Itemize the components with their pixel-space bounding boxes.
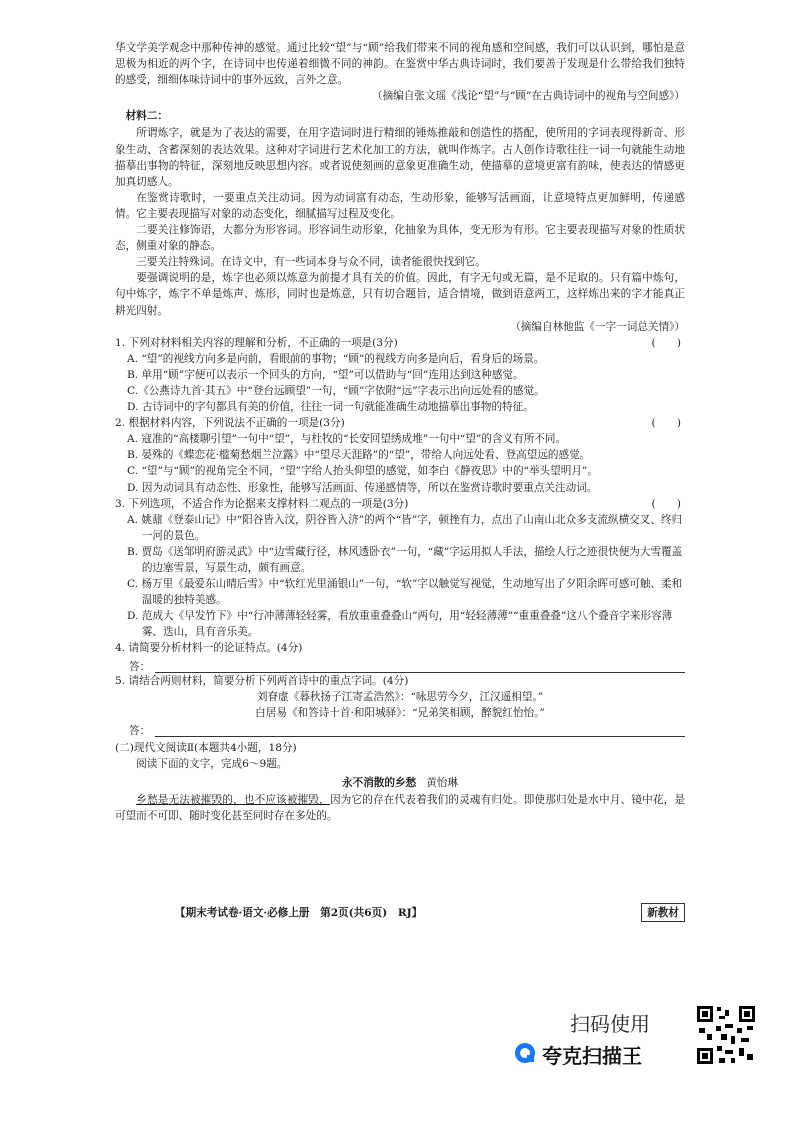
question-stem: 1. 下列对材料相关内容的理解和分析，不正确的一项是(3分) (115, 336, 398, 349)
option-a: A. 姚鼐《登泰山记》中“阳谷皆入汶，阴谷皆入济”的两个“皆”字，顿挫有力，点出了山南山北众多支流纵横交叉、终归一河的景色。 (127, 513, 683, 542)
poem-line: 刘眘虚《暮秋扬子江寄孟浩然》：“咏思劳今夕，江汉遥相望。” (256, 690, 544, 703)
option-d: D. 范成大《早发竹下》中“行冲薄薄轻轻雾，看放重重叠叠山”两句，用“轻轻薄薄”“重重叠叠”这八个叠音字来形容薄雾、迭山，具有音乐美。 (127, 610, 673, 639)
option-a: A. 寇准的“高楼聊引望”一句中“望”，与杜牧的“长安回望绣成堆”一句中“望”的含义有所不同。 (127, 433, 567, 446)
section2-instruction: 阅读下面的文字，完成6～9题。 (136, 757, 288, 770)
scan-label: 扫码使用 (570, 1012, 650, 1036)
question-2 (115, 415, 685, 495)
option-b: B. 贾岛《送邹明府游灵武》中“边雪藏行径，林风透卧衣”一句，“藏”字运用拟人手法，描绘人行之迹很快便为大雪覆盖的边塞雪景，写景生动，颇有画意。 (127, 545, 683, 574)
article-paragraph (115, 792, 685, 824)
article-author: 黄怡琳 (426, 777, 458, 790)
option-a: A. “望”的视线方向多是向前，看眼前的事物；“顾”的视线方向多是向后，看身后的场景。 (127, 352, 545, 365)
paragraph-rest: 因为它的存在代表着我们的灵魂有归处。即使那归处是水中月、镜中花，是可望而不可即、随时变化甚至同时存在多处的。 (115, 794, 686, 823)
brand-name: 夸克扫描王 (542, 1044, 642, 1068)
material2-paragraph: 在鉴赏诗歌时，一要重点关注动词。因为动词富有动态，生动形象，能够写活画面，让意境特点更加鲜明，传递感情。它主要表现描写对象的动态变化，细腻描写过程及变化。 (115, 191, 685, 220)
question-3 (115, 496, 685, 641)
quark-logo-icon (514, 1042, 536, 1064)
option-b: B. 晏殊的《蝶恋花·槛菊愁烟兰泣露》中“望尽天涯路”的“望”，带给人向远处看、登高望远的感觉。 (127, 449, 591, 462)
answer-paren: ( ) (651, 417, 681, 430)
material1-tail-paragraph: 华文学美学观念中那种传神的感觉。通过比较“望”与“顾”给我们带来不同的视角感和空间感，我们可以认识到，哪怕是意思极为相近的两个字，在诗词中也传递着细微不同的神韵。在鉴赏中华古典诗词时，我们要善于发现是什么带给我们独特的感受，细细体味诗词中的事外远致，言外之意。 (115, 42, 685, 87)
answer-label: 答： (129, 724, 151, 737)
question-stem: 3. 下列选项，不适合作为论据来支撑材料二观点的一项是(3分) (115, 497, 409, 510)
question-stem: 4. 请简要分析材料一的论证特点。(4分) (115, 642, 303, 655)
option-c: C. “望”与“顾”的视角完全不同，“望”字给人抬头仰望的感觉，如李白《静夜思》中的“举头望明月”。 (127, 465, 598, 478)
section2-heading: (二)现代文阅读Ⅱ(本题共4小题，18分) (115, 741, 297, 754)
answer-area[interactable] (129, 723, 685, 737)
page-content (115, 40, 685, 824)
question-4 (115, 640, 685, 672)
option-b: B. 单用“顾”字便可以表示一个回头的方向，“望”可以借助与“回”连用达到这种感觉。 (127, 368, 524, 381)
question-1 (115, 335, 685, 415)
material2-paragraph: 要强调说明的是，炼字也必须以炼意为前提才具有关的价值。因此，有字无句或无篇，是不足取的。只有篇中炼句，句中炼字，炼字不单是炼声、炼形，同时也是炼意，只有切合题旨，适合情境，做到语意两工，这样炼出来的字才能真正耕光四射。 (115, 272, 685, 317)
new-edition-badge: 新教材 (641, 903, 685, 922)
material2-paragraph: 三要关注特殊词。在诗文中，有一些词本身与众不同，读者能很快找到它。 (136, 256, 486, 269)
question-stem: 5. 请结合两则材料，简要分析下列两首诗中的重点字词。(4分) (115, 674, 409, 687)
material2-source: （摘编自林他监《一字一词总关情》） (510, 320, 685, 333)
underlined-sentence: 乡愁是无法被摧毁的，也不应该被摧毁， (136, 794, 330, 807)
material2-paragraph: 所谓炼字，就是为了表达的需要，在用字造词时进行精细的锤炼推敲和创造性的搭配，使所用的字词表现得新奇、形象生动、含蓄深刻的表达效果。这种对字词进行艺术化加工的方法，就叫作炼字。古人创作诗歌往往一词一句就能生动地描摹出事物的特征，深刻地反映思想内容。或者说使刻画的意象更准确生动，使描摹的意境更富有韵味，使表达的情感更加真切感人。 (115, 127, 685, 188)
scanner-watermark (520, 1004, 760, 1074)
answer-area[interactable] (129, 659, 685, 673)
footer-text: 【期末考试卷·语文·必修上册 第2页(共6页) RJ】 (175, 907, 423, 919)
option-c: C.《公燕诗九首·其五》中“登台远顾望”一句，“顾”字依附“远”字表示出向远处看的感觉。 (127, 384, 545, 397)
option-d: D. 古诗词中的字句都具有美的价值，往往一词一句就能准确生动地描摹出事物的特征。 (127, 401, 534, 414)
material1-source: （摘编自张文瑶《浅论“望”与“顾”在古典诗词中的视角与空间感》） (372, 90, 685, 103)
question-stem: 2. 根据材料内容，下列说法不正确的一项是(3分) (115, 417, 345, 430)
qr-code-icon[interactable] (695, 1004, 757, 1066)
page-footer (115, 903, 685, 921)
answer-paren: ( ) (651, 497, 681, 510)
answer-line (155, 736, 685, 737)
article-title: 永不消散的乡愁 (342, 777, 417, 790)
answer-label: 答： (129, 660, 151, 673)
option-c: C. 杨万里《最爱东山晴后雪》中“软红光里涌银山”一句，“软”字以触觉写视觉，生动地写出了夕阳余晖可感可触、柔和温暖的独特美感。 (127, 578, 683, 607)
option-d: D. 因为动词具有动态性、形象性，能够写活画面、传递感情等，所以在鉴赏诗歌时要重点关注动词。 (127, 481, 598, 494)
answer-paren: ( ) (651, 336, 681, 349)
material2-heading: 材料二： (125, 110, 168, 123)
question-5 (115, 673, 685, 737)
poem-line: 白居易《和答诗十首·和阳城驿》：“兄弟笑相顾，醉貌红怡怡。” (255, 706, 545, 719)
material2-paragraph: 二要关注修饰语，大都分为形容词。形容词生动形象，化抽象为具体，变无形为有形。它主要表现描写对象的性质状态，侧重对象的静态。 (115, 224, 685, 253)
article-title-line (115, 775, 685, 791)
